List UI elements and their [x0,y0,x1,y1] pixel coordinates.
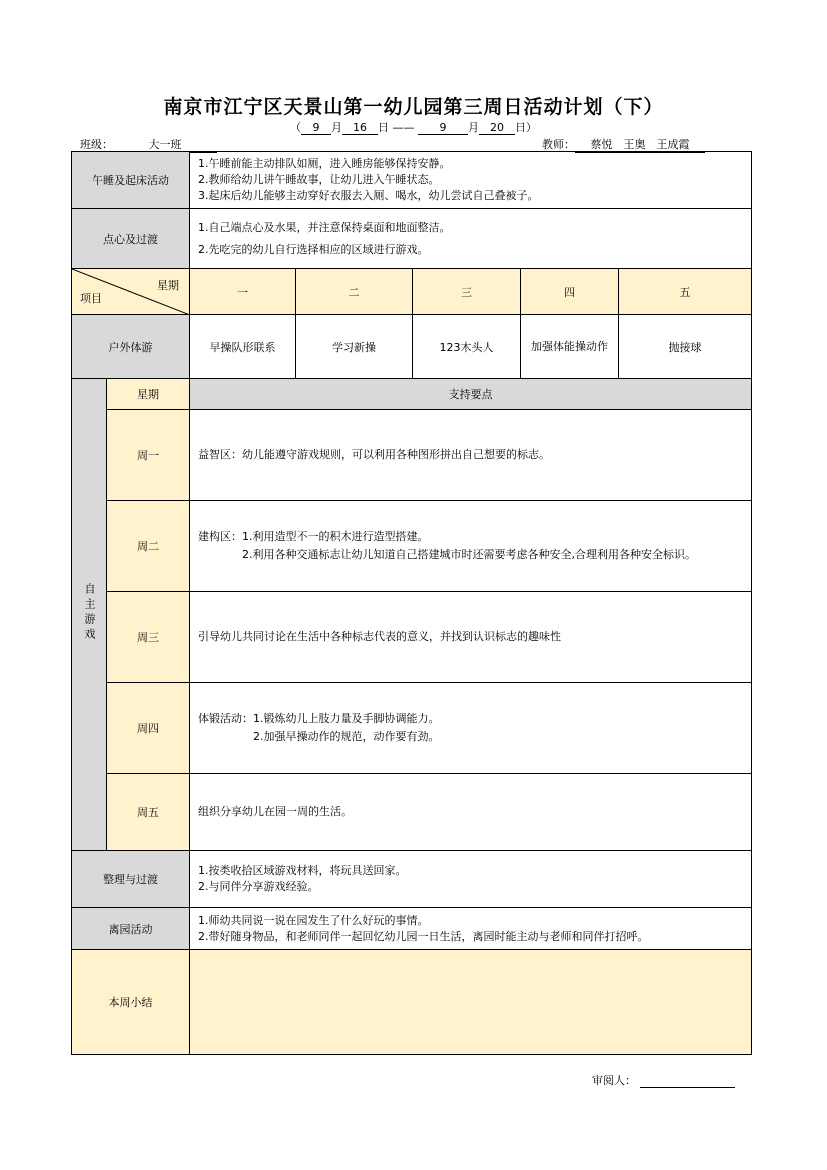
line: 引导幼儿共同讨论在生活中各种标志代表的意义，并找到认识标志的趣味性 [198,630,561,643]
snack-content [190,209,752,269]
nap-label: 午睡及起床活动 [72,152,190,209]
free-play-content [190,410,752,501]
paren: （ [290,121,301,134]
teacher-label: 教师： [542,138,575,151]
leave-label: 离园活动 [72,908,190,950]
outdoor-item: 早操队形联系 [190,315,296,379]
free-play-content [190,774,752,851]
end-month: 9 [418,121,468,135]
item-label: 项目 [80,292,102,305]
weekday-label: 星期 [157,279,179,292]
date-range [0,119,827,135]
free-play-day: 周四 [107,683,190,774]
line: 益智区：幼儿能遵守游戏规则，可以利用各种图形拼出自己想要的标志。 [198,448,550,461]
outdoor-item: 123木头人 [413,315,521,379]
outdoor-label: 户外体游 [72,315,190,379]
line: 2.加强早操动作的规范，动作要有劲。 [198,730,440,743]
day-header: 一 [190,269,296,315]
month-label: 月 [331,121,342,134]
dash: —— [392,121,415,134]
line: 3.起床后幼儿能够主动穿好衣服去入厕、喝水，幼儿尝试自己叠被子。 [198,189,539,202]
outdoor-row [72,315,752,379]
start-month: 9 [301,121,331,135]
summary-label: 本周小结 [72,950,190,1055]
nap-content [190,152,752,209]
nap-row [72,152,752,209]
line: 2.先吃完的幼儿自行选择相应的区域进行游戏。 [198,242,429,256]
line: 组织分享幼儿在园一周的生活。 [198,805,352,818]
free-play-day: 周一 [107,410,190,501]
day-header: 二 [296,269,413,315]
tidy-row [72,851,752,908]
free-play-row [72,592,752,683]
free-play-row [72,410,752,501]
reviewer-label: 审阅人： [592,1074,636,1087]
diagonal-header [72,269,190,315]
line: 2.带好随身物品，和老师同伴一起回忆幼儿园一日生活，离园时能主动与老师和同伴打招呼。 [198,929,649,943]
free-play-day: 周五 [107,774,190,851]
free-play-row [72,683,752,774]
snack-row [72,209,752,269]
free-play-day: 周二 [107,501,190,592]
free-play-weekday-header: 星期 [107,379,190,410]
outdoor-item: 抛接球 [619,315,752,379]
outdoor-item: 加强体能操动作 [521,315,619,379]
line: 1.自己端点心及水果，并注意保持桌面和地面整洁。 [198,220,451,234]
month-label: 月 [468,121,479,134]
line: 建构区：1.利用造型不一的积木进行造型搭建。 [198,530,429,543]
free-play-row [72,501,752,592]
free-play-label [72,379,107,851]
free-play-content [190,592,752,683]
summary-content[interactable] [190,950,752,1055]
free-play-row [72,774,752,851]
tidy-label: 整理与过渡 [72,851,190,908]
day-label: 日 [378,121,389,134]
reviewer-field [592,1072,735,1088]
free-play-day: 周三 [107,592,190,683]
outdoor-item: 学习新操 [296,315,413,379]
day-label: 日 [515,121,526,134]
line: 2.利用各种交通标志让幼儿知道自己搭建城市时还需要考虑各种安全,合理利用各种安全标识。 [198,548,696,561]
class-label: 班级： [80,138,113,151]
weekday-header-row [72,269,752,315]
end-day: 20 [479,121,515,135]
day-header: 四 [521,269,619,315]
line: 1.师幼共同说一说在园发生了什么好玩的事情。 [198,913,429,927]
class-value: 大一班 [113,136,217,153]
plan-table [71,151,752,1055]
free-play-label-text: 自主游戏 [83,583,96,643]
free-play-header-row [72,379,752,410]
leave-row [72,908,752,950]
line: 体锻活动：1.锻炼幼儿上肢力量及手脚协调能力。 [198,712,440,725]
line: 1.按类收拾区域游戏材料，将玩具送回家。 [198,864,407,877]
free-play-content [190,501,752,592]
snack-label: 点心及过渡 [72,209,190,269]
free-play-content [190,683,752,774]
summary-row [72,950,752,1055]
leave-content [190,908,752,950]
start-day: 16 [342,121,378,135]
line: 2.教师给幼儿讲午睡故事，让幼儿进入午睡状态。 [198,173,440,186]
reviewer-signature-line[interactable] [640,1075,735,1088]
line: 2.与同伴分享游戏经验。 [198,880,319,893]
support-points-header: 支持要点 [190,379,752,410]
day-header: 三 [413,269,521,315]
teacher-value: 蔡悦 王奥 王成霞 [575,136,705,153]
line: 1.午睡前能主动排队如厕，进入睡房能够保持安静。 [198,157,451,170]
page-title: 南京市江宁区天景山第一幼儿园第三周日活动计划（下） [163,96,664,118]
day-header: 五 [619,269,752,315]
tidy-content [190,851,752,908]
paren: ） [526,121,537,134]
